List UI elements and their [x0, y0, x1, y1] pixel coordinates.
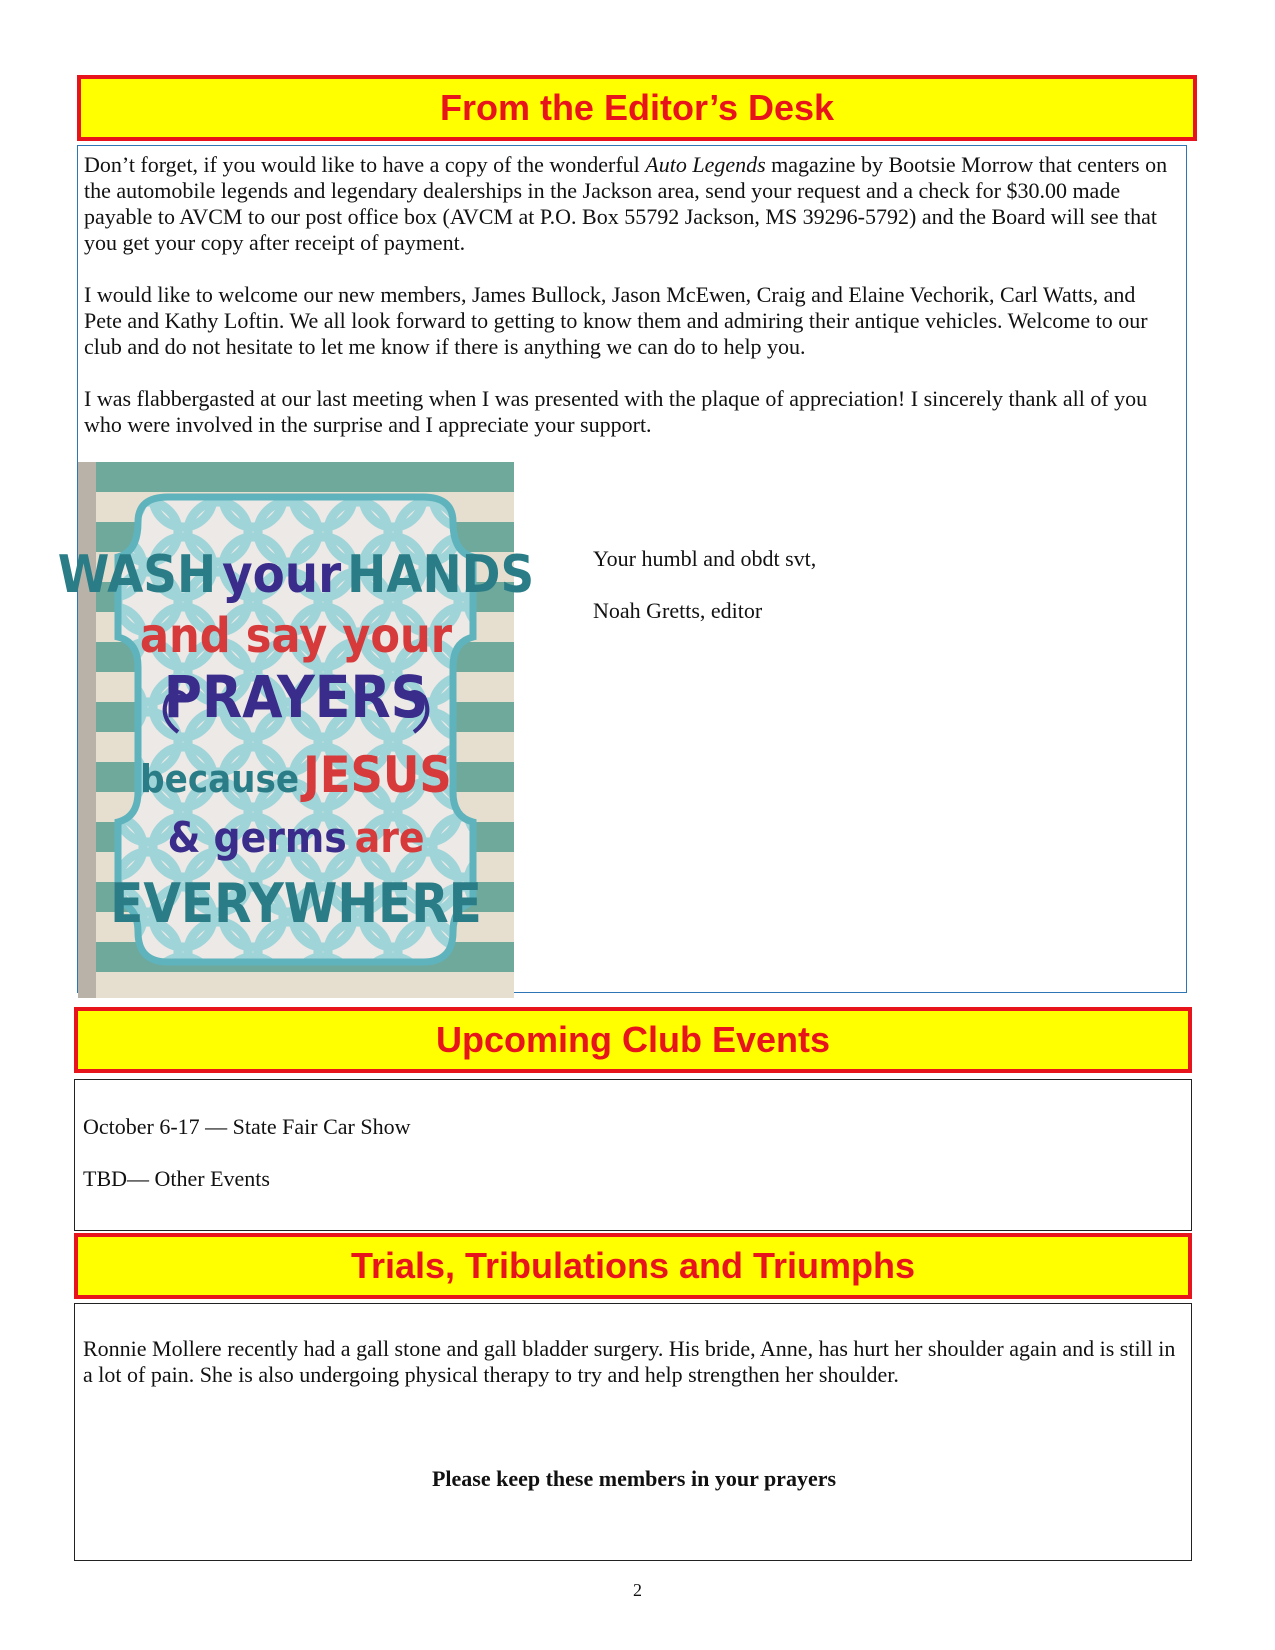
closing: Your humbl and obdt svt,: [593, 546, 817, 571]
event-item: October 6-17 — State Fair Car Show: [83, 1114, 411, 1139]
sign-everywhere: EVERYWHERE: [110, 872, 482, 935]
editor-paragraph-1: Don’t forget, if you would like to have a copy of the wonderful Auto Legends magazine by Bootsie Morrow that centers on the automobile legends and legendary dealerships in the Jackson area, send your request and a check for $30.00 made payable to AVCM to our post office box (AVCM at P.O. Box 55792 Jackson, MS 39296-5792) and the Board will see that you get your copy after receipt of payment.: [84, 152, 1168, 255]
prayers-note: Please keep these members in your prayers: [431, 1466, 837, 1491]
editor-banner: [77, 75, 1197, 141]
magazine-title: Auto Legends: [645, 152, 766, 177]
sign-are: are: [354, 813, 425, 862]
sign-your: your: [222, 545, 342, 605]
page-number: 2: [633, 1580, 642, 1600]
events-banner: [74, 1007, 1192, 1073]
trials-banner: [74, 1233, 1192, 1299]
events-box: [74, 1079, 1192, 1231]
sign-prayers: PRAYERS: [163, 663, 429, 731]
svg-text:& germsare: [167, 813, 424, 862]
trials-box: [74, 1303, 1192, 1561]
sign-hands: HANDS: [347, 545, 535, 605]
svg-text:WASHyourHANDS: [58, 545, 534, 605]
sign-because: because: [140, 757, 300, 801]
editor-title: From the Editor’s Desk: [439, 87, 835, 128]
editor-paragraph-2: I would like to welcome our new members, James Bullock, Jason McEwen, Craig and Elaine Vechorik, Carl Watts, and Pete and Kathy Loftin. We all look forward to getting to know them and admiring their antique vehicles. Welcome to our club and do not hesitate to let me know if there is anything we can do to help you.: [84, 282, 1148, 359]
sign-wash: WASH: [57, 545, 217, 605]
sign-say-your: and say your: [139, 608, 453, 664]
sign-photo: [57, 462, 535, 998]
trials-body: Ronnie Mollere recently had a gall stone and gall bladder surgery. His bride, Anne, has hurt her shoulder again and is still in a lot of pain. She is also undergoing physical therapy to try and help strengthen her shoulder.: [83, 1336, 1176, 1387]
trials-title: Trials, Tribulations and Triumphs: [350, 1245, 916, 1286]
sign-germs: & germs: [167, 813, 347, 862]
events-title: Upcoming Club Events: [435, 1019, 831, 1060]
editor-paragraph-3: I was flabbergasted at our last meeting when I was presented with the plaque of appreciation! I sincerely thank all of you who were involved in the surprise and I appreciate your support.: [84, 386, 1148, 437]
signature: Noah Gretts, editor: [593, 598, 763, 623]
event-item: TBD— Other Events: [83, 1166, 270, 1191]
sign-jesus: JESUS: [303, 746, 452, 804]
